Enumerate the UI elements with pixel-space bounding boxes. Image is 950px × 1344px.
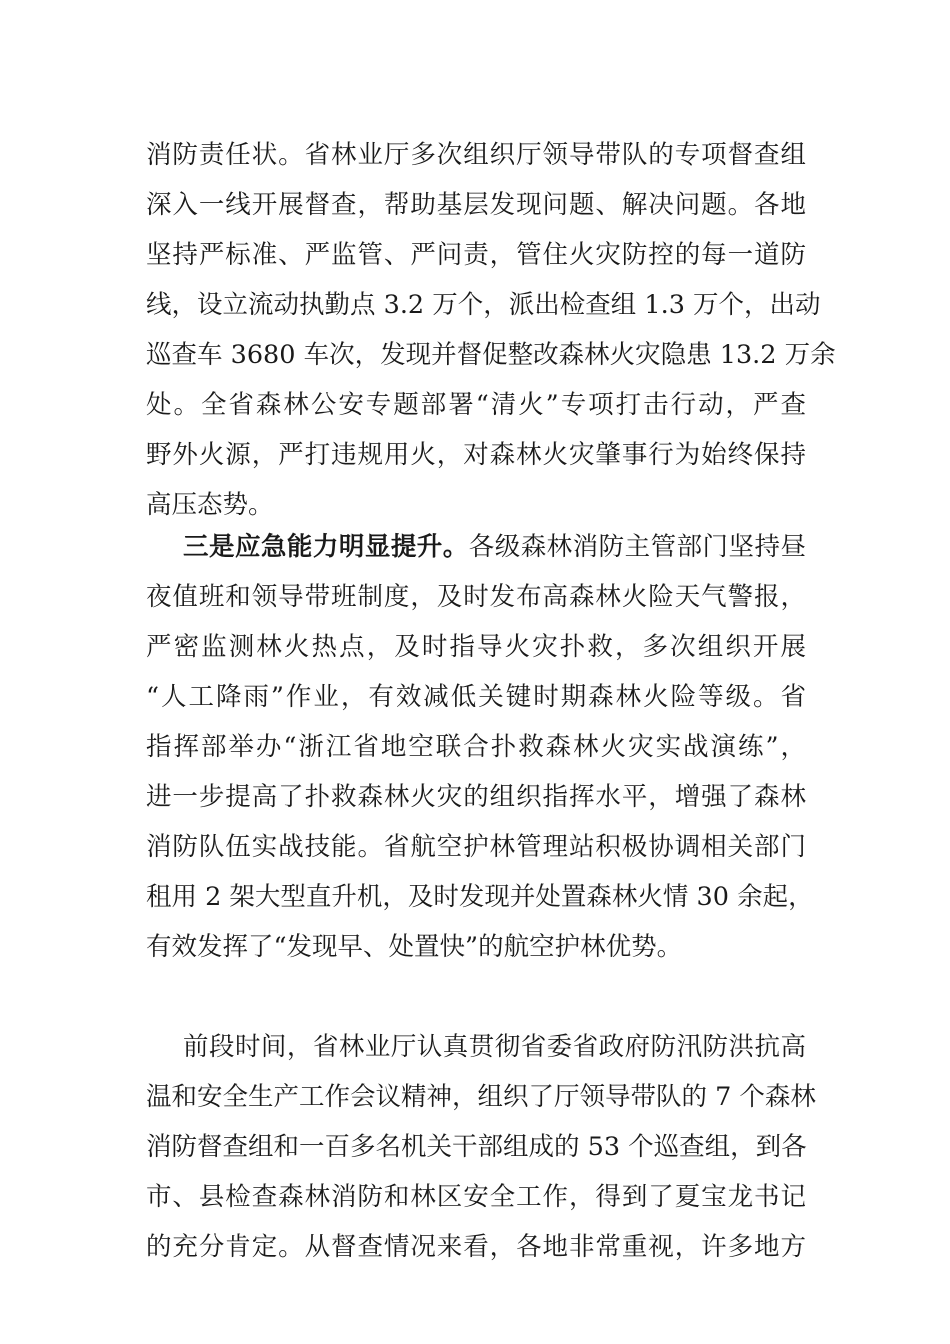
paragraph-3 [146,1022,816,1272]
paragraph-line: 消防责任状。省林业厅多次组织厅领导带队的专项督查组 [146,140,806,170]
paragraph-line: 巡查车 3680 车次，发现并督促整改森林火灾隐患 13.2 万余 [146,340,836,370]
paragraph-first-line [146,522,806,572]
paragraph-line: 严密监测林火热点，及时指导火灾扑救，多次组织开展 [146,632,806,662]
paragraph-line: 野外火源，严打违规用火，对森林火灾肇事行为始终保持 [146,440,806,470]
paragraph-line: 前段时间，省林业厅认真贯彻省委省政府防汛防洪抗高 [183,1032,806,1062]
paragraph-line: 夜值班和领导带班制度，及时发布高森林火险天气警报， [146,582,806,612]
paragraph-line: 处。全省森林公安专题部署“清火”专项打击行动，严查 [146,390,806,420]
paragraph-1 [146,130,836,530]
paragraph-line: 高压态势。 [146,490,274,520]
paragraph-line: 消防督查组和一百多名机关干部组成的 53 个巡查组，到各 [146,1132,807,1162]
paragraph-line: 深入一线开展督查，帮助基层发现问题、解决问题。各地 [146,190,806,220]
paragraph-line: 坚持严标准、严监管、严问责，管住火灾防控的每一道防 [146,240,806,270]
paragraph-heading: 三是应急能力明显提升。 [183,532,469,562]
paragraph-line-text: 各级森林消防主管部门坚持昼 [468,532,806,562]
paragraph-line: 消防队伍实战技能。省航空护林管理站积极协调相关部门 [146,832,806,862]
paragraph-line: 线，设立流动执勤点 3.2 万个，派出检查组 1.3 万个，出动 [146,290,821,320]
paragraph-line: 进一步提高了扑救森林火灾的组织指挥水平，增强了森林 [146,782,806,812]
paragraph-line: 有效发挥了“发现早、处置快”的航空护林优势。 [146,932,683,962]
paragraph-2 [146,522,814,972]
paragraph-line: 指挥部举办“浙江省地空联合扑救森林火灾实战演练”， [146,732,806,762]
paragraph-line: 的充分肯定。从督查情况来看，各地非常重视，许多地方 [146,1232,806,1262]
paragraph-line: “人工降雨”作业，有效减低关键时期森林火险等级。省 [146,682,806,712]
paragraph-line: 租用 2 架大型直升机，及时发现并处置森林火情 30 余起， [146,882,814,912]
paragraph-line: 市、县检查森林消防和林区安全工作，得到了夏宝龙书记 [146,1182,806,1212]
paragraph-line: 温和安全生产工作会议精神，组织了厅领导带队的 7 个森林 [146,1082,816,1112]
